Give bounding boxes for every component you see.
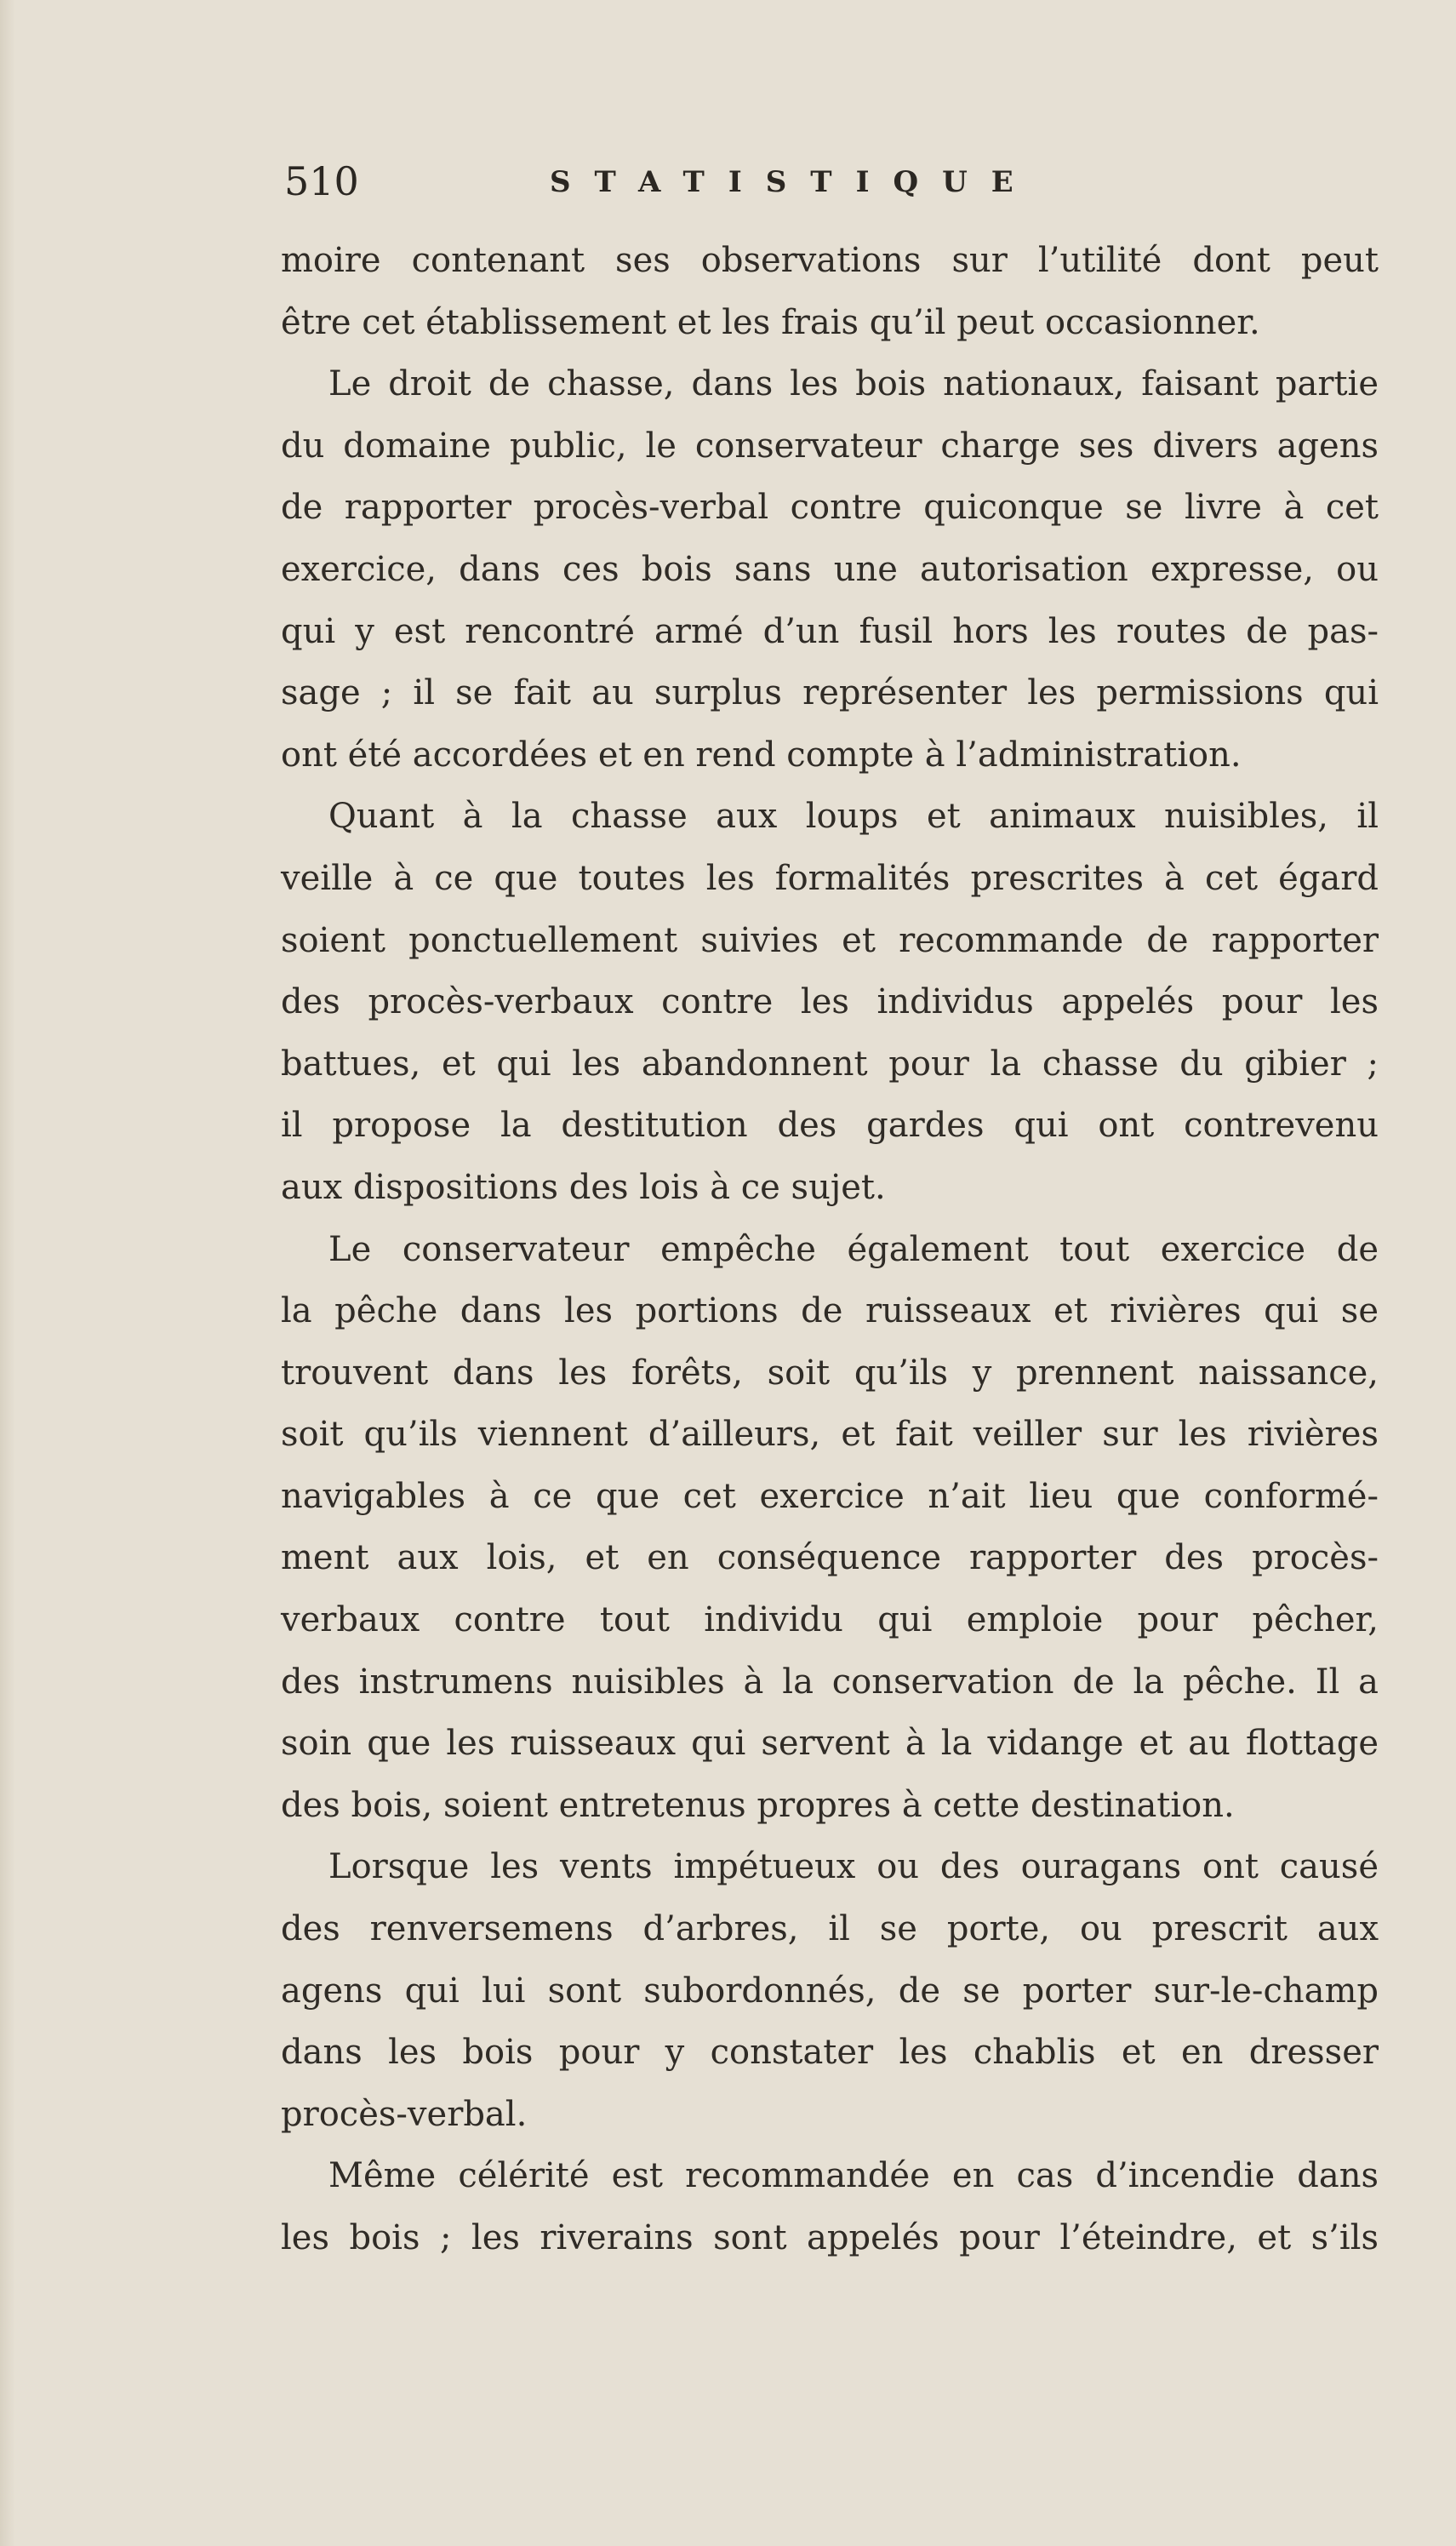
text-line: soin que les ruisseaux qui servent à la vidange et au flottage [281,1724,1379,1764]
text-line: dans les bois pour y constater les chablis et en dresser [281,2033,1379,2073]
text-line: veille à ce que toutes les formalités prescrites à cet égard [281,858,1379,898]
text-line: des instrumens nuisibles à la conservation de la pêche. Il a [281,1662,1379,1702]
text-line: des bois, soient entretenus propres à cette destination. [281,1785,1235,1825]
text-line: sage ; il se fait au surplus représenter les permissions qui [281,673,1379,713]
text-line: agens qui lui sont subordonnés, de se porter sur-le-champ [281,1971,1379,2011]
text-line: trouvent dans les forêts, soit qu’ils y prennent naissance, [281,1353,1379,1393]
body-text [281,230,1379,2269]
text-line: aux dispositions des lois à ce sujet. [281,1167,886,1207]
running-head: STATISTIQUE [550,165,1037,199]
text-line: Le conservateur empêche également tout exercice de [328,1229,1379,1269]
text-line: navigables à ce que cet exercice n’ait lieu que conformé- [281,1476,1379,1516]
text-line: ment aux lois, et en conséquence rapporter des procès- [281,1538,1379,1578]
page-gutter-shadow [0,0,15,2546]
text-line: Même célérité est recommandée en cas d’incendie dans [328,2156,1379,2196]
text-line: battues, et qui les abandonnent pour la chasse du gibier ; [281,1044,1379,1084]
text-line: Le droit de chasse, dans les bois nationaux, faisant partie [328,364,1379,404]
text-line: procès-verbal. [281,2094,528,2134]
text-line: verbaux contre tout individu qui emploie pour pêcher, [281,1600,1379,1640]
text-line: de rapporter procès-verbal contre quiconque se livre à cet [281,488,1379,528]
text-line: la pêche dans les portions de ruisseaux et rivières qui se [281,1291,1379,1331]
text-line: Quant à la chasse aux loups et animaux nuisibles, il [328,797,1379,837]
page-header [284,158,1382,221]
text-line: soit qu’ils viennent d’ailleurs, et fait veiller sur les rivières [281,1415,1379,1455]
text-line: être cet établissement et les frais qu’il peut occasionner. [281,302,1260,342]
text-line: exercice, dans ces bois sans une autorisation expresse, ou [281,549,1379,589]
text-line: il propose la destitution des gardes qui ont contrevenu [281,1106,1379,1146]
page-number: 510 [284,158,359,204]
text-line: qui y est rencontré armé d’un fusil hors les routes de pas- [281,611,1379,651]
text-line: soient ponctuellement suivies et recommande de rapporter [281,920,1379,960]
text-line: du domaine public, le conservateur charge ses divers agens [281,426,1379,466]
text-line: des renversemens d’arbres, il se porte, ou prescrit aux [281,1909,1379,1949]
text-line: des procès-verbaux contre les individus appelés pour les [281,982,1379,1022]
text-line: ont été accordées et en rend compte à l’administration. [281,735,1242,775]
text-line: Lorsque les vents impétueux ou des ouragans ont causé [328,1847,1379,1887]
text-line: les bois ; les riverains sont appelés pour l’éteindre, et s’ils [281,2218,1379,2257]
text-line: moire contenant ses observations sur l’utilité dont peut [281,241,1379,280]
